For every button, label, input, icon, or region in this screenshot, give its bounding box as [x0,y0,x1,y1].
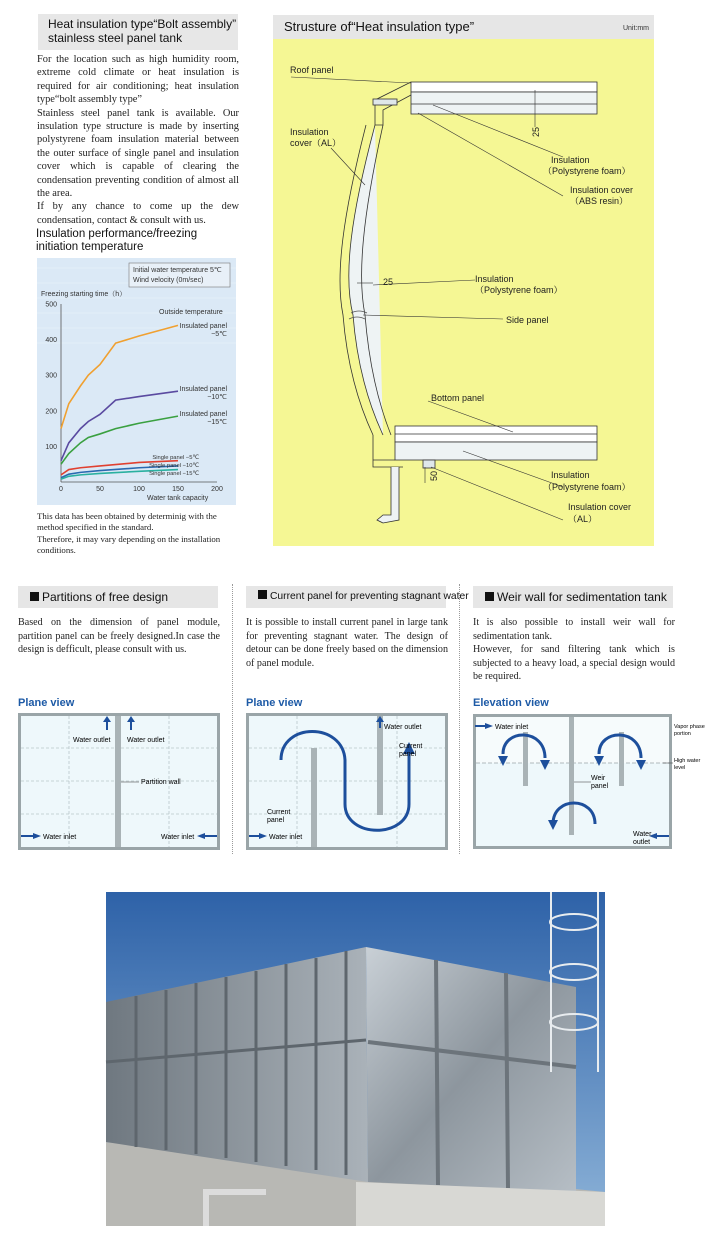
series-label: −10℃ [207,394,227,401]
square-bullet-icon [30,592,39,601]
section-text-partitions: Based on the dimension of panel module, partition panel can be freely designed.In case the design is defficult, please consult with us. [18,617,220,656]
section-divider [232,584,233,854]
chart-note-line2: Therefore, it may vary depending on the installation conditions. [37,533,221,555]
y-axis-label: Freezing starting time（h） [41,291,127,298]
label-water-outlet: outlet [633,839,651,846]
label-cover-abs: Insulation cover [570,185,634,195]
label-insulation-mid: Insulation [475,274,514,284]
series-label: −5℃ [211,331,227,338]
series-label: −15℃ [207,419,227,426]
series-label: Insulated panel [179,411,227,418]
x-tick-label: 50 [96,486,104,493]
label-vapor-phase: Vapor phase [674,724,705,730]
y-tick-label: 100 [45,443,57,451]
label-partition-wall: Partition wall [141,779,181,786]
label-water-outlet-left: Water outlet [73,737,111,744]
chart-note-line1: This data has been obtained by determinig with the method specified in the standard. [37,511,217,533]
label-dim-25-top: 25 [531,126,541,137]
structure-header [273,15,654,39]
label-dim-50: 50 [429,470,439,481]
product-title-box [38,14,238,50]
section-text-weir-wall [473,616,675,684]
roof-panel-drawing [373,82,597,125]
x-tick-label: 150 [172,486,184,493]
current-panel-right [377,716,383,815]
weir-text-para: However, for sand filtering tank which is subjected to a heavy load, a special design would be required. [473,644,675,683]
series-label: Insulated panel [179,323,227,330]
chart-group-label: Outside temperature [159,309,223,316]
y-tick-label: 200 [45,408,57,416]
section-divider [459,584,460,854]
label-current-panel-right: Current [399,743,423,750]
label-bottom-panel: Bottom panel [431,393,485,403]
performance-title-line2: initiation temperature [36,241,144,253]
section-header-weir-wall [473,586,673,608]
x-tick-label: 200 [211,486,223,493]
label-water-outlet: Water [633,831,652,838]
label-insulation-cover-al: Insulation [290,127,329,137]
label-cover-al-bottom: （AL） [568,514,598,524]
structure-diagram [273,15,654,546]
label-roof-panel: Roof panel [290,65,334,75]
section-title: Current panel for preventing stagnant water [270,591,469,602]
label-high-water-level: level [674,765,686,771]
y-tick-label: 500 [45,301,57,309]
label-water-inlet: Water inlet [269,834,303,841]
label-weir-panel: panel [591,783,609,790]
view-label: Plane view [18,697,75,709]
x-tick-label: 0 [59,486,63,493]
square-bullet-icon [258,590,267,599]
performance-title [36,228,246,254]
conditions-line2: Wind velocity (0m/sec) [133,277,204,284]
label-water-outlet: Water outlet [384,724,422,731]
current-panel-diagram [247,714,447,849]
intro-text [37,53,239,227]
conditions-line1: Initial water temperature 5℃ [133,267,222,274]
section-text-current-panel: It is possible to install current panel in large tank for preventing stagnant water. The design of detour can be done freely based on the dimension of panel module. [246,617,448,669]
label-current-panel-right: panel [399,751,417,758]
structure-title: Strusture of“Heat insulation type” [284,19,475,34]
section-title: Weir wall for sedimentation tank [497,590,667,604]
view-label: Plane view [246,697,303,709]
label-water-outlet-right: Water outlet [127,737,165,744]
partition-plane-diagram [19,714,219,849]
label-water-inlet-right: Water inlet [161,834,195,841]
section-header-partitions [18,586,218,608]
intro-paragraph: If by any chance to come up the dew condensation, contact & consult with us. [37,201,239,226]
y-tick-label: 400 [45,337,57,345]
label-weir-panel: Weir [591,775,606,782]
series-label: Insulated panel [179,386,227,393]
label-water-inlet: Water inlet [495,724,529,731]
section-title: Partitions of free design [42,590,169,604]
label-insulation-bottom: Insulation [551,470,590,480]
partition-wall [115,716,121,847]
intro-paragraph: For the location such as high humidity room, extreme cold climate or heat insulation is required for air conditioning; heat insulation type“bolt assembly type” [37,54,239,106]
x-axis-label: Water tank capacity [147,495,209,502]
section-header-current-panel [246,586,469,608]
label-cover-al-bottom: Insulation cover [568,502,632,512]
label-high-water-level: High water [674,758,701,764]
intro-paragraph: Stainless steel panel tank is available. Our insulation type structure is made by inserting polystyrene foam insulation material between the outer surface of single panel and insulation cover which is capable of clearing the condensation preventing condition of almost all the area. [37,107,239,200]
square-bullet-icon [485,592,494,601]
label-insulation-top: （Polystyrene foam） [543,166,631,176]
product-title-line2: stainless steel panel tank [48,31,183,45]
series-label: Single panel −5℃ [152,455,199,461]
performance-title-line1: Insulation performance/freezing [36,228,198,240]
label-current-panel-left: Current [267,809,291,816]
weir-wall-diagram [473,714,705,849]
series-line [61,391,178,460]
freezing-chart [37,258,236,505]
y-tick-labels [45,302,57,451]
label-insulation-bottom: （Polystyrene foam） [543,482,631,492]
series-line [61,325,178,428]
series-label: Single panel −10℃ [149,463,199,469]
label-insulation-top: Insulation [551,155,590,165]
label-current-panel-left: panel [267,817,285,824]
label-cover-abs: （ABS resin） [570,196,629,206]
chart-series-labels [149,323,227,477]
label-side-panel: Side panel [506,315,549,325]
tank-photo [106,892,605,1226]
x-tick-label: 100 [133,486,145,493]
label-dim-25-side: 25 [383,277,394,287]
product-title-line1: Heat insulation type“Bolt assembly” [48,17,237,31]
label-insulation-cover-al: cover（AL） [290,138,342,148]
weir-text-para: It is also possible to install weir wall for sedimentation tank. [473,617,675,642]
series-label: Single panel −15℃ [149,471,199,477]
chart-note [37,511,242,556]
label-water-inlet-left: Water inlet [43,834,77,841]
label-insulation-mid: （Polystyrene foam） [475,285,563,295]
x-tick-labels [59,486,223,493]
weir-panel [569,717,574,835]
structure-diagram-panel [273,15,654,546]
freezing-chart-svg [37,258,236,505]
y-tick-label: 300 [45,372,57,380]
current-panel-left [311,748,317,847]
label-vapor-phase: portion [674,731,691,737]
view-label: Elevation view [473,697,549,709]
unit-label: Unit:mm [622,25,649,32]
